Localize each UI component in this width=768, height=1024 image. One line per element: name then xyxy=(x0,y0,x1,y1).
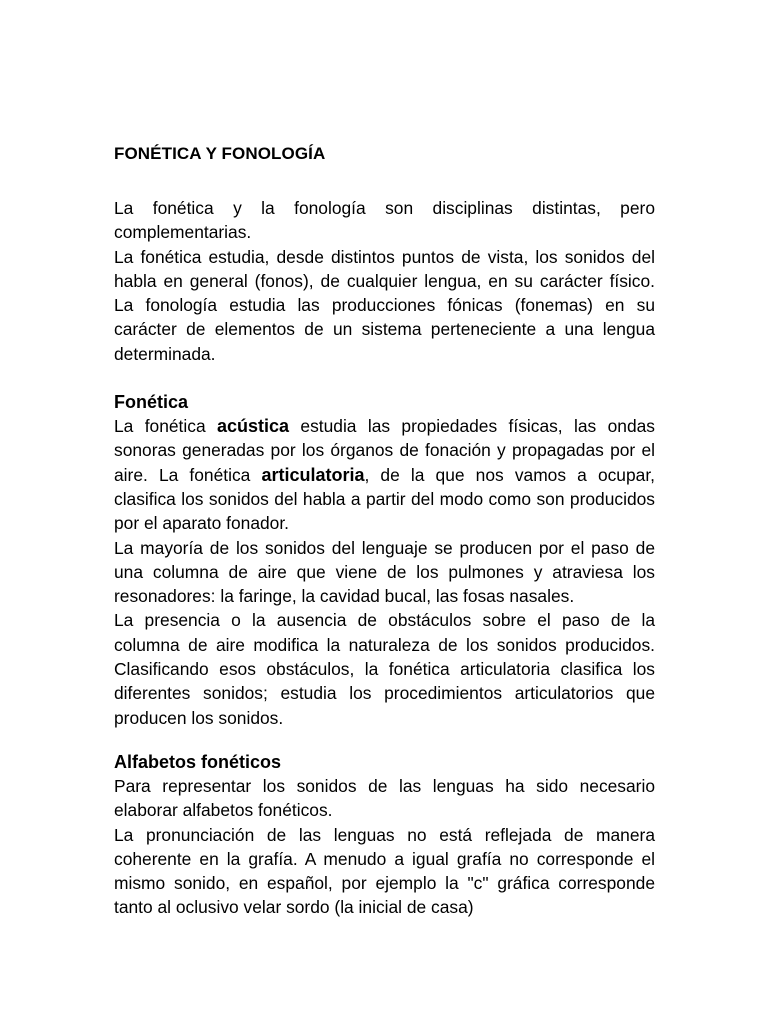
term-acustica: acústica xyxy=(216,416,290,437)
alfabetos-paragraph-2: La pronunciación de las lenguas no está reflejada de manera coherente en la grafía. A menudo a igual grafía no corresponde el mismo sonido, en español, por ejemplo la "c" gráfica corresponde tanto al oclusivo velar sordo (la inicial de casa) xyxy=(114,824,655,918)
fonetica-p1-text-e: , de la que nos vamos a ocupar, clasifica los sonidos del habla a partir del modo como son producidos por el aparato fonador. xyxy=(114,464,655,534)
fonetica-paragraph-2: La mayoría de los sonidos del lenguaje se producen por el paso de una columna de aire que viene de los pulmones y atraviesa los resonadores: la faringe, la cavidad bucal, las fosas nasales. xyxy=(114,537,655,607)
alfabetos-paragraph-1: Para representar los sonidos de las lenguas ha sido necesario elaborar alfabetos fonéticos. xyxy=(114,775,655,821)
fonetica-paragraph-3: La presencia o la ausencia de obstáculos sobre el paso de la columna de aire modifica la naturaleza de los sonidos producidos. Clasificando esos obstáculos, la fonética articulatoria clasifica los diferentes sonidos; estudia los procedimientos articulatorios que producen los sonidos. xyxy=(114,610,655,728)
fonetica-paragraph-1 xyxy=(114,414,655,535)
document-title: FONÉTICA Y FONOLOGÍA xyxy=(114,144,326,163)
fonetica-p1-text-c: estudia las propiedades físicas, las ondas sonoras generadas por los órganos de fonación y propagadas por el aire. La fonética xyxy=(114,416,655,485)
fonetica-p1-text-a: La fonética xyxy=(114,416,217,437)
section-heading-fonetica: Fonética xyxy=(114,392,189,413)
intro-paragraph-2: La fonética estudia, desde distintos puntos de vista, los sonidos del habla en general (fonos), de cualquier lengua, en su carácter físico. La fonología estudia las producciones fónicas (fonemas) en su carácter de elementos de un sistema perteneciente a una lengua determinada. xyxy=(114,246,655,364)
document-page xyxy=(114,142,655,920)
term-articulatoria: articulatoria xyxy=(261,464,365,485)
intro-paragraph-1: La fonética y la fonología son disciplinas distintas, pero complementarias. xyxy=(114,198,655,243)
section-heading-alfabetos: Alfabetos fonéticos xyxy=(114,751,282,772)
